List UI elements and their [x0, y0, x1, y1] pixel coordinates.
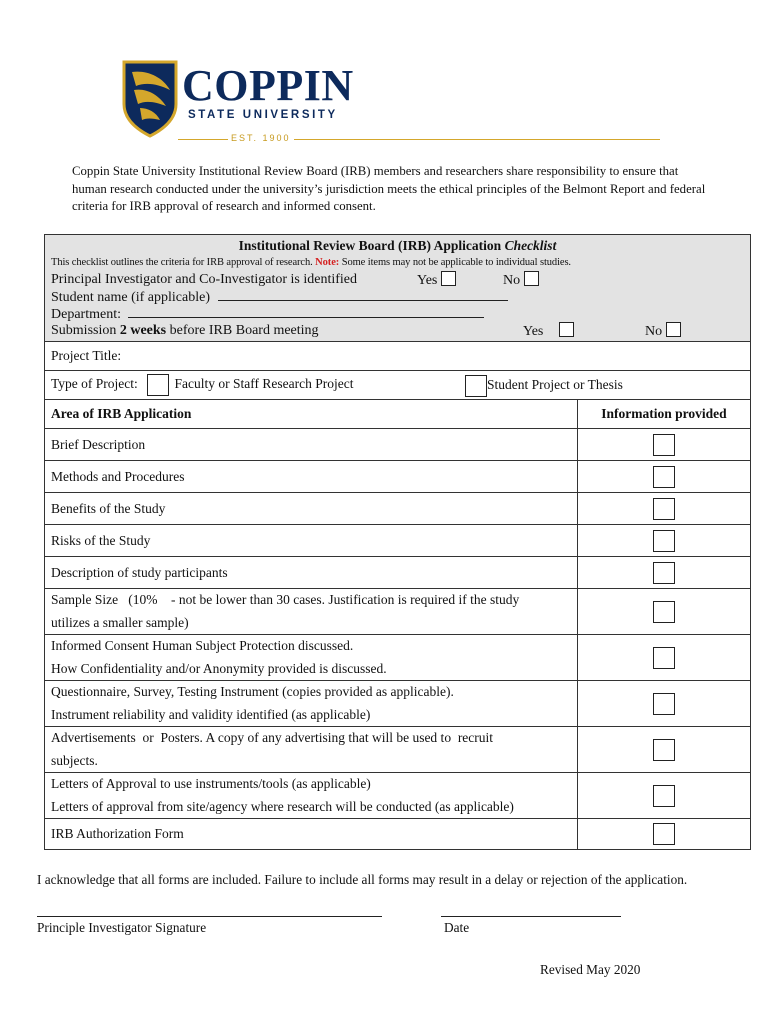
item-label: Risks of the Study [45, 525, 578, 557]
pi-identified-label: Principal Investigator and Co-Investigator is identified [51, 272, 357, 287]
project-title-row [45, 342, 751, 371]
area-header: Area of IRB Application [45, 400, 578, 429]
checklist-item [45, 773, 751, 819]
department-field[interactable] [128, 305, 484, 318]
pi-no-option: No [503, 271, 539, 289]
student-project-checkbox[interactable] [465, 375, 487, 397]
pi-yes-option: Yes [417, 271, 456, 289]
submission-no-checkbox[interactable] [666, 322, 681, 337]
item-label: Questionnaire, Survey, Testing Instrument (copies provided as applicable). Instrument reliability and validity identified (as applicable) [45, 681, 578, 727]
pi-signature-line[interactable] [37, 916, 382, 917]
pi-signature-label: Principle Investigator Signature [37, 920, 207, 935]
project-type-label: Type of Project: [51, 376, 138, 392]
sample-size-checkbox[interactable] [653, 601, 675, 623]
student-name-field[interactable] [218, 288, 508, 301]
irb-authorization-checkbox[interactable] [653, 823, 675, 845]
item-label: Methods and Procedures [45, 461, 578, 493]
benefits-checkbox[interactable] [653, 498, 675, 520]
revised-date: Revised May 2020 [540, 962, 641, 977]
checklist-item [45, 589, 751, 635]
date-line[interactable] [441, 916, 621, 917]
logo-wordmark: COPPIN [182, 61, 354, 110]
letters-of-approval-checkbox[interactable] [653, 785, 675, 807]
date-label: Date [444, 920, 470, 935]
checklist-header-row [45, 235, 751, 342]
checklist-item [45, 681, 751, 727]
checklist-item [45, 461, 751, 493]
item-label: Informed Consent Human Subject Protection discussed. How Confidentiality and/or Anonymity provided is discussed. [45, 635, 578, 681]
item-cell [578, 727, 751, 773]
brief-description-checkbox[interactable] [653, 434, 675, 456]
pi-identified-line [51, 271, 744, 288]
item-label: Sample Size (10% - not be lower than 30 cases. Justification is required if the study utilizes a smaller sample) [45, 589, 578, 635]
item-cell [578, 525, 751, 557]
intro-paragraph: Coppin State University Institutional Review Board (IRB) members and researchers share responsibility to ensure that human research conducted under the university’s jurisdiction meets the ethical principles of the Belmont Report and federal criteria for IRB approval of research and informed consent. [72, 164, 706, 213]
checklist-item [45, 493, 751, 525]
methods-checkbox[interactable] [653, 466, 675, 488]
faculty-project-label: Faculty or Staff Research Project [174, 376, 354, 392]
shield-crest-icon [122, 60, 178, 138]
item-cell [578, 493, 751, 525]
participants-checkbox[interactable] [653, 562, 675, 584]
submission-yes-option: Yes [523, 322, 574, 340]
item-cell [578, 819, 751, 850]
pi-no-checkbox[interactable] [524, 271, 539, 286]
submission-line: Submission 2 weeks before IRB Board meeting Yes No [51, 322, 744, 339]
item-label: Advertisements or Posters. A copy of any advertising that will be used to recruit subjects. [45, 727, 578, 773]
info-provided-header: Information provided [578, 400, 751, 429]
item-cell [578, 557, 751, 589]
item-cell [578, 681, 751, 727]
item-cell [578, 589, 751, 635]
logo-subtitle: STATE UNIVERSITY [188, 109, 338, 121]
university-logo [122, 60, 662, 150]
advertisements-checkbox[interactable] [653, 739, 675, 761]
project-type-row [45, 371, 751, 400]
faculty-project-checkbox[interactable] [147, 374, 169, 396]
checklist-item [45, 819, 751, 850]
item-label: Brief Description [45, 429, 578, 461]
irb-checklist-table [44, 234, 751, 850]
item-label: IRB Authorization Form [45, 819, 578, 850]
area-header-row [45, 400, 751, 429]
project-title-label: Project Title: [51, 348, 122, 363]
project-title-field[interactable] [45, 342, 751, 371]
item-label: Letters of Approval to use instruments/tools (as applicable) Letters of approval from site/agency where research will be conducted (as applicable) [45, 773, 578, 819]
checklist-item [45, 635, 751, 681]
student-name-line [51, 288, 744, 305]
student-project-label: Student Project or Thesis [487, 377, 623, 393]
checklist-item [45, 727, 751, 773]
project-type-cell [45, 371, 751, 400]
checklist-item [45, 557, 751, 589]
item-cell [578, 773, 751, 819]
checklist-title: Institutional Review Board (IRB) Application Checklist [238, 238, 557, 253]
submission-deadline: 2 weeks [119, 323, 167, 338]
department-label: Department: [51, 307, 121, 322]
acknowledgement-text: I acknowledge that all forms are included. Failure to include all forms may result in a delay or rejection of the application. [37, 872, 688, 887]
student-name-label: Student name (if applicable) [51, 290, 210, 305]
pi-yes-checkbox[interactable] [441, 271, 456, 286]
department-line [51, 305, 744, 322]
item-cell [578, 635, 751, 681]
note-label: Note: [315, 257, 340, 268]
checklist-note: This checklist outlines the criteria for IRB approval of research. Note: Some items may not be applicable to individual studies. [51, 257, 571, 268]
item-label: Benefits of the Study [45, 493, 578, 525]
submission-yes-checkbox[interactable] [559, 322, 574, 337]
logo-established: EST. 1900 [228, 133, 294, 143]
item-cell [578, 461, 751, 493]
checklist-item [45, 429, 751, 461]
item-cell [578, 429, 751, 461]
student-project-option [465, 375, 623, 397]
instrument-checkbox[interactable] [653, 693, 675, 715]
checklist-item [45, 525, 751, 557]
submission-no-option: No [645, 322, 681, 340]
checklist-header [45, 235, 751, 342]
risks-checkbox[interactable] [653, 530, 675, 552]
informed-consent-checkbox[interactable] [653, 647, 675, 669]
item-label: Description of study participants [45, 557, 578, 589]
